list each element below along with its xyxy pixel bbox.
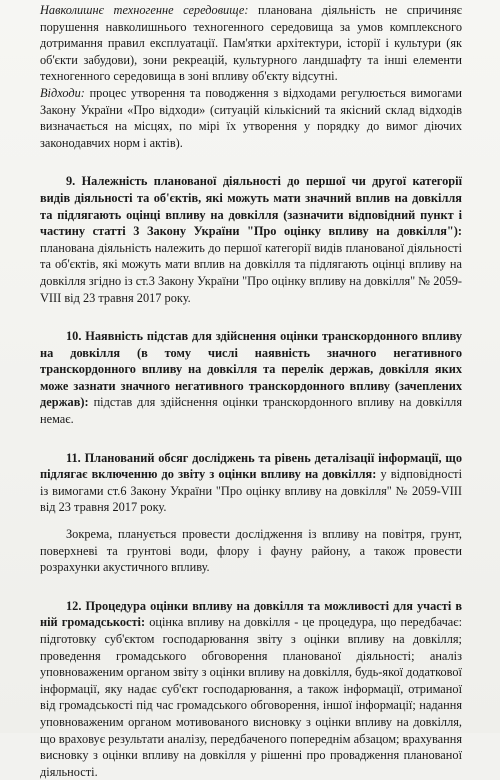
section-11-extra: Зокрема, планується провести дослідження із впливу на повітря, грунт, поверхневі та грунтові води, флору і фауну району, а також провести розрахунки акустичного впливу. <box>40 527 462 575</box>
section-9-heading: 9. Належність планованої діяльності до першої чи другої категорії видів діяльності та об'єктів, які можуть мати значний вплив на довкілля та підлягають оцінці впливу на довкілля (зазначити відповідний пункт і частину статті 3 Закону України "Про оцінку впливу на довкілля"): <box>40 174 462 239</box>
section-12-heading: 12. Процедура оцінки впливу на довкілля та можливості для участі в ній громадськості: <box>40 598 462 630</box>
waste-text: процес утворення та поводження з відходами регулюється вимогами Закону України «Про відходи» (ситуацій кількісний та якісний склад відходів визначається на місцях, по мірі їх утворення у порядку до вимог діючих законодавчих норм і актів). <box>40 85 462 150</box>
environment-lead: Навколишнє техногенне середовище: <box>40 3 249 17</box>
section-12 <box>40 598 462 780</box>
section-9-text: планована діяльність належить до першої категорії видів планованої діяльності та об'єктів, які можуть мати вплив на довкілля та підлягають оцінці впливу на довкілля згідно із ст.3 Закону України "Про оцінку впливу на довкілля" № 2059-VIII від 23 травня 2017 року. <box>40 240 462 305</box>
environment-text: планована діяльність не спричиняє порушення навколишнього техногенного середовища за умов комплексного дотримання правил експлуатації. Пам'ятки архітектури, історії і культури (як об'єкти забудови), зони рекреацій, культурного ландшафту та інші елементи техногенного середовища в зоні впливу об'єкту відсутні. <box>40 3 462 84</box>
section-11-text: у відповідності із вимогами ст.6 Закону України "Про оцінку впливу на довкілля" № 2059-VIII від 23 травня 2017 року. <box>40 467 462 515</box>
section-11 <box>40 450 462 516</box>
section-11-heading: 11. Планований обсяг досліджень та рівень деталізації інформації, що підлягає включенню до звіту з оцінки впливу на довкілля: <box>40 450 462 482</box>
section-12-text: оцінка впливу на довкілля - це процедура, що передбачає: підготовку суб'єктом господарювання звіту з оцінки впливу на довкілля; проведення громадського обговорення планованої діяльності; аналіз уповноваженим органом звіту з оцінки впливу на довкілля, будь-якої додаткової інформації, яку надає суб'єкт господарювання, а також інформації, отриманої від громадськості під час громадського обговорення, іншої інформації; надання уповноваженим органом мотивованого висновку з оцінки впливу на довкілля, що враховує результати аналізу, передбаченого попереднім абзацом; врахування висновку з оцінки впливу на довкілля у рішенні про провадження планованої діяльності. <box>40 615 463 779</box>
paragraph-waste <box>40 85 462 151</box>
section-10-heading: 10. Наявність підстав для здійснення оцінки транскордонного впливу на довкілля (в тому числі наявність значного негативного транскордонного впливу на довкілля та перелік держав, довкілля яких може зазнати значного негативного транскордонного впливу (зачеплених держав): <box>40 329 462 410</box>
section-9 <box>40 173 462 306</box>
section-10-text: підстав для здійснення оцінки транскордонного впливу на довкілля немає. <box>40 395 462 427</box>
section-10 <box>40 328 462 428</box>
waste-lead: Відходи: <box>40 85 85 100</box>
paragraph-environment <box>40 2 462 85</box>
